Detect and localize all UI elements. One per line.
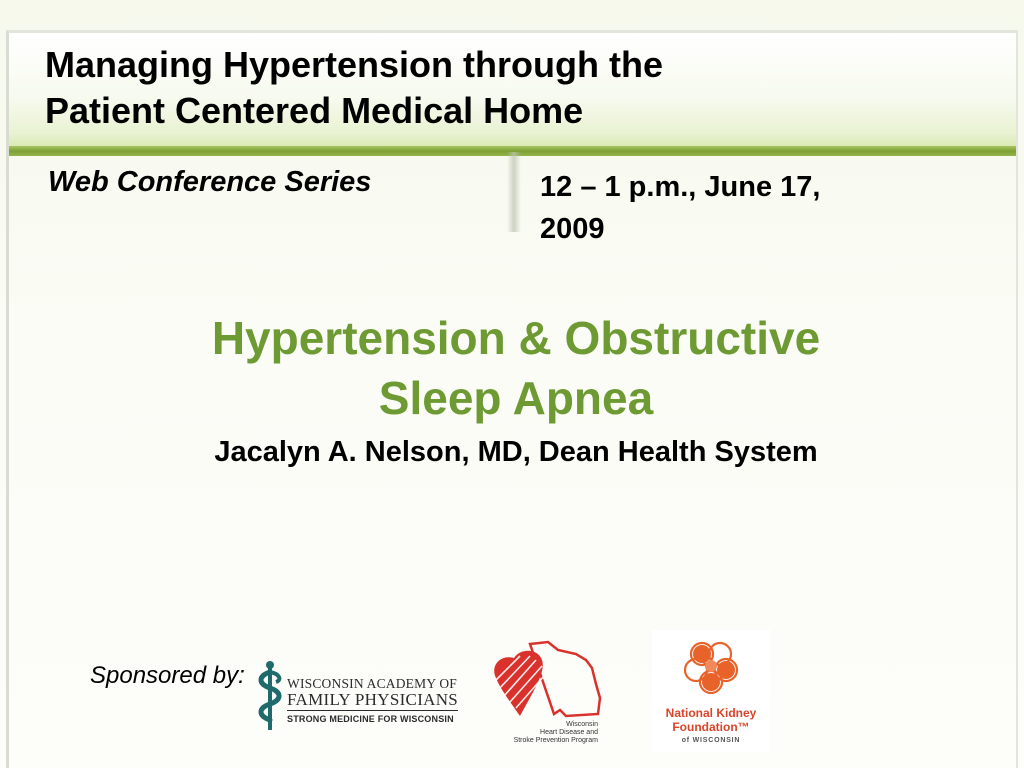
- wafp-line-1: WISCONSIN ACADEMY OF: [287, 676, 458, 691]
- column-divider: [507, 152, 521, 232]
- wisconsin-heart-icon: [488, 638, 610, 722]
- title-line-1: Managing Hypertension through the: [45, 44, 663, 85]
- nkf-wordmark: [652, 706, 770, 748]
- speaker-name: Jacalyn A. Nelson, MD, Dean Health System: [214, 436, 818, 468]
- sponsored-by-label: Sponsored by:: [90, 662, 245, 689]
- talk-title-line-1: Hypertension & Obstructive: [211, 312, 821, 364]
- nkf-line-1: National Kidney: [665, 706, 757, 720]
- heart-line-1: Wisconsin: [566, 721, 598, 728]
- heart-line-2: Heart Disease and: [540, 729, 598, 736]
- heart-line-3: Stroke Prevention Program: [513, 737, 598, 744]
- talk-title: [100, 308, 932, 428]
- date-time: [540, 166, 900, 250]
- wafp-line-3: STRONG MEDICINE FOR WISCONSIN: [287, 714, 454, 724]
- talk-title-line-2: Sleep Apnea: [378, 372, 654, 424]
- title-line-2: Patient Centered Medical Home: [45, 90, 584, 131]
- heart-program-wordmark: [488, 721, 598, 745]
- heart-program-logo: [488, 638, 610, 756]
- nkf-logo: [652, 630, 770, 752]
- date-line-2: 2009: [540, 213, 605, 245]
- nkf-line-2: Foundation™: [672, 720, 750, 734]
- series-label: Web Conference Series: [48, 166, 372, 198]
- caduceus-icon: [254, 660, 286, 732]
- kidney-flower-icon: [652, 630, 770, 706]
- nkf-line-3: of WISCONSIN: [681, 737, 741, 744]
- wafp-logo: [254, 660, 459, 730]
- wafp-rule: [287, 710, 458, 711]
- date-line-1: 12 – 1 p.m., June 17,: [540, 171, 821, 203]
- presentation-title: [45, 42, 805, 134]
- wafp-wordmark: [287, 677, 458, 726]
- wafp-line-2: FAMILY PHYSICIANS: [287, 690, 459, 709]
